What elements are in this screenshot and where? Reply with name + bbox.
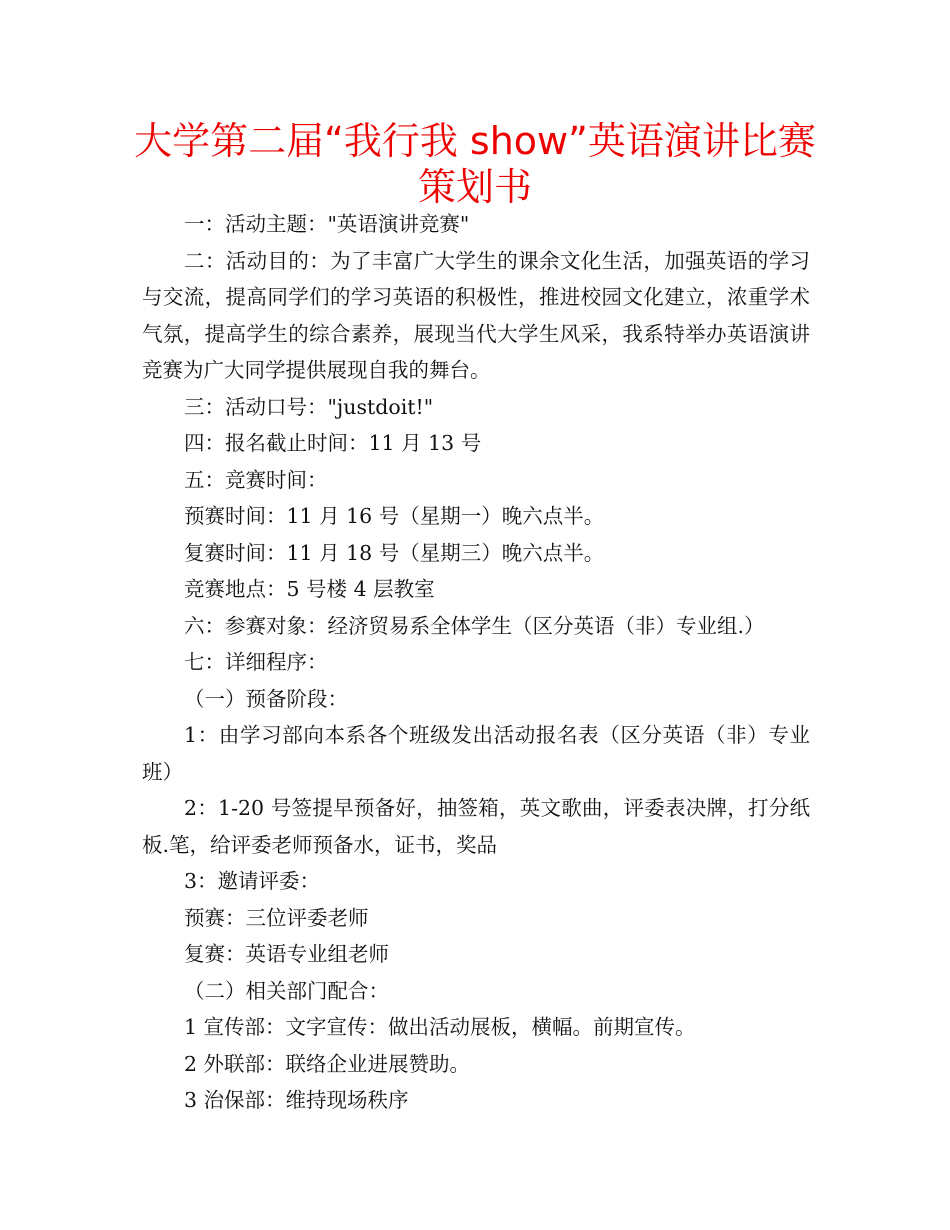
- document-body: [142, 206, 810, 1119]
- paragraph-final-judges: 复赛：英语专业组老师: [184, 942, 389, 966]
- paragraph-step-3: 3：邀请评委：: [184, 869, 321, 893]
- paragraph-department-cooperation: （二）相关部门配合：: [184, 978, 389, 1003]
- paragraph-step-1: 1：由学习部向本系各个班级发出活动报名表（区分英语（非）专业班）: [142, 723, 810, 784]
- paragraph-liaison-department: 2 外联部：联络企业进展赞助。: [184, 1051, 471, 1076]
- paragraph-preliminary-time: 预赛时间：11 月 16 号（星期一）晚六点半。: [184, 504, 605, 528]
- paragraph-preliminary-judges: 预赛：三位评委老师: [184, 905, 369, 930]
- paragraph-activity-theme: 一：活动主题："英语演讲竞赛": [184, 212, 470, 236]
- document-title: 大学第二届“我行我 show”英语演讲比赛策划书: [134, 119, 816, 209]
- paragraph-step-2: 2：1-20 号签提早预备好，抽签箱，英文歌曲，评委表决牌，打分纸板.笔，给评委老师预备水，证书，奖品: [142, 796, 810, 857]
- paragraph-activity-purpose: 二：活动目的：为了丰富广大学生的课余文化生活，加强英语的学习与交流，提高同学们的学习英语的积极性，推进校园文化建立，浓重学术气氛，提高学生的综合素养，展现当代大学生风采，我系特举办英语演讲竞赛为广大同学提供展现自我的舞台。: [142, 248, 810, 382]
- paragraph-preparation-stage: （一）预备阶段：: [184, 686, 348, 711]
- paragraph-competition-location: 竞赛地点：5 号楼 4 层教室: [184, 577, 435, 601]
- paragraph-activity-slogan: 三：活动口号："justdoit!": [184, 394, 434, 419]
- paragraph-publicity-department: 1 宣传部：文字宣传：做出活动展板，横幅。前期宣传。: [184, 1015, 696, 1039]
- paragraph-final-time: 复赛时间：11 月 18 号（星期三）晚六点半。: [184, 540, 605, 565]
- paragraph-security-department: 3 治保部：维持现场秩序: [184, 1088, 409, 1112]
- paragraph-competition-time: 五：竞赛时间：: [184, 467, 328, 492]
- paragraph-registration-deadline: 四：报名截止时间：11 月 13 号: [184, 431, 482, 455]
- paragraph-participants: 六：参赛对象：经济贸易系全体学生（区分英语（非）专业组.）: [184, 613, 765, 638]
- paragraph-detailed-procedure: 七：详细程序：: [184, 650, 328, 674]
